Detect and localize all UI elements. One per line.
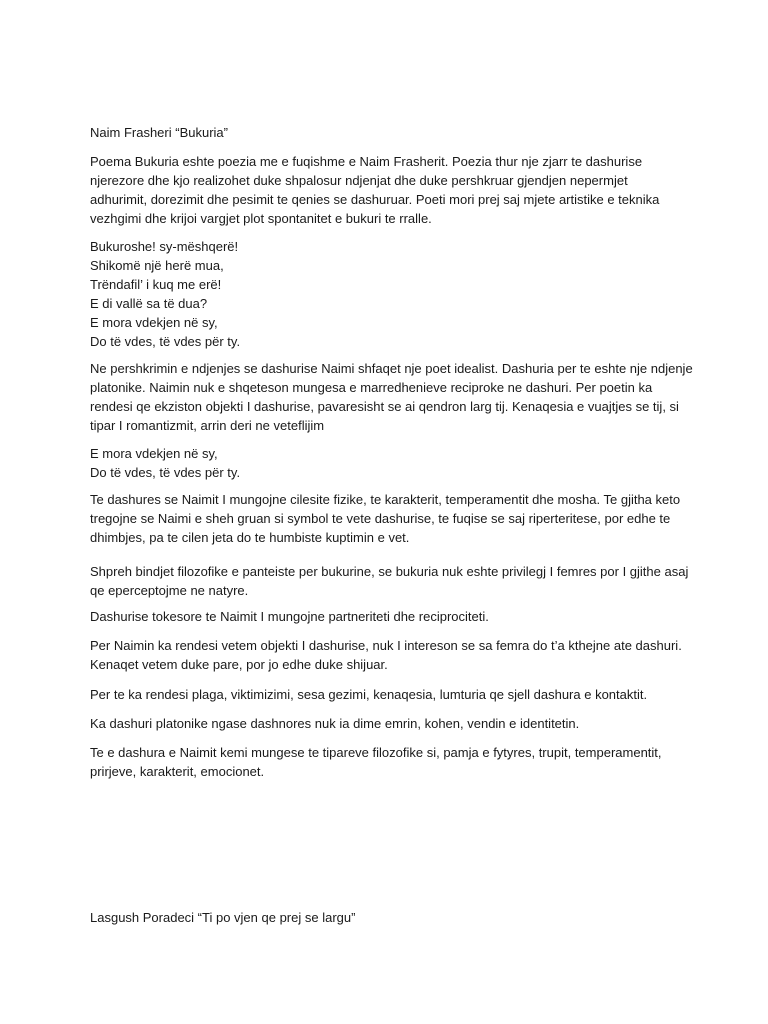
para2-line: Ne pershkrimin e ndjenjes se dashurise Naimi shfaqet nje poet idealist. Dashuria per te eshte nje ndjenje <box>90 361 693 376</box>
para4-line: qe eperceptojme ne natyre. <box>90 583 249 598</box>
para8-line: Ka dashuri platonike ngase dashnores nuk ia dime emrin, kohen, vendin e identitetin. <box>90 716 580 731</box>
paragraph-reciprocity <box>90 607 680 626</box>
verse-stanza-2 <box>90 444 680 482</box>
verse1-line: Bukuroshe! sy-mëshqerë! <box>90 239 239 254</box>
verse1-line: Shikomë një herë mua, <box>90 258 224 273</box>
para2-line: rendesi qe ekziston objekti I dashurise, pavaresisht se ai qendron larg tij. Kenaqesia e vuajtjes se tij, si <box>90 399 679 414</box>
heading-naim-frasheri: Naim Frasheri “Bukuria” <box>90 125 228 140</box>
para3-line: tregojne se Naimi e sheh gruan si symbol te vete dashurise, te fuqise se saj riperteritese, por edhe te <box>90 511 671 526</box>
para6-line: Per Naimin ka rendesi vetem objekti I dashurise, nuk I intereson se sa femra do t’a kthejne ate dashuri. <box>90 638 682 653</box>
paragraph-wound <box>90 685 680 704</box>
paragraph-object-of-love <box>90 636 680 674</box>
verse-stanza-1 <box>90 237 680 351</box>
paragraph-pantheist <box>90 562 689 600</box>
verse1-line: E di vallë sa të dua? <box>90 296 208 311</box>
paragraph-missing-traits <box>90 743 680 781</box>
verse1-line: Trëndafil’ i kuq me erë! <box>90 277 222 292</box>
paragraph-idealist <box>90 359 693 435</box>
intro-line: adhurimit, dorezimit dhe pesimit te qenies se dashuruar. Poeti mori prej saj mjete artistike e teknika <box>90 192 660 207</box>
para5-line: Dashurise tokesore te Naimit I mungojne partneriteti dhe reciprociteti. <box>90 609 489 624</box>
para9-line: prirjeve, karakterit, emocionet. <box>90 764 265 779</box>
heading-lasgush-poradeci: Lasgush Poradeci “Ti po vjen qe prej se largu” <box>90 910 356 925</box>
para3-line: Te dashures se Naimit I mungojne cilesite fizike, te karakterit, temperamentit dhe mosha. Te gjitha keto <box>90 492 681 507</box>
verse1-line: E mora vdekjen në sy, <box>90 315 218 330</box>
intro-paragraph <box>90 152 680 228</box>
intro-line: Poema Bukuria eshte poezia me e fuqishme e Naim Frasherit. Poezia thur nje zjarr te dashurise <box>90 154 643 169</box>
para9-line: Te e dashura e Naimit kemi mungese te tipareve filozofike si, pamja e fytyres, trupit, temperamentit, <box>90 745 662 760</box>
verse2-line: Do të vdes, të vdes për ty. <box>90 465 241 480</box>
verse2-line: E mora vdekjen në sy, <box>90 446 218 461</box>
paragraph-qualities <box>90 490 680 547</box>
intro-line: vezhgimi dhe krijoi vargjet plot spontanitet e bukuri te rralle. <box>90 211 432 226</box>
para6-line: Kenaqet vetem duke pare, por jo edhe duke shijuar. <box>90 657 388 672</box>
para2-line: platonike. Naimin nuk e shqeteson mungesa e marredhenieve reciproke ne dashuri. Per poetin ka <box>90 380 653 395</box>
intro-line: njerezore dhe kjo realizohet duke shpalosur ndjenjat dhe duke pershkruar gjendjen nepermjet <box>90 173 628 188</box>
verse1-line: Do të vdes, të vdes për ty. <box>90 334 241 349</box>
para7-line: Per te ka rendesi plaga, viktimizimi, sesa gezimi, kenaqesia, lumturia qe sjell dashura e kontaktit. <box>90 687 648 702</box>
para4-line: Shpreh bindjet filozofike e panteiste per bukurine, se bukuria nuk eshte privilegj I femres por I gjithe asaj <box>90 564 689 579</box>
para3-line: dhimbjes, pa te cilen jeta do te humbiste kuptimin e vet. <box>90 530 410 545</box>
para2-line: tipar I romantizmit, arrin deri ne veteflijim <box>90 418 325 433</box>
paragraph-platonic <box>90 714 680 733</box>
